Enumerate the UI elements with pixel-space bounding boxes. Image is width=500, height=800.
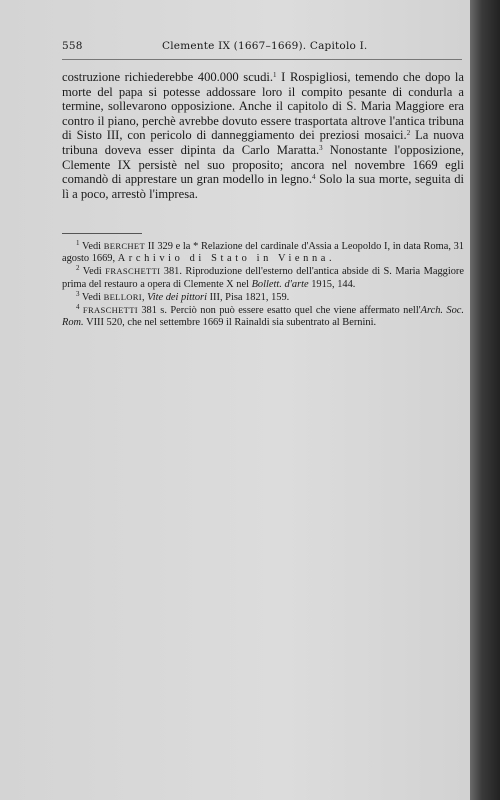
footnote-archive: Archivio di Stato in Vienna: [117, 253, 329, 265]
footnote-ref: 4: [312, 173, 316, 182]
body-text-segment: I Rospigliosi, temendo che dopo la morte del papa si potesse addossare loro il compito pesante di condurla a termine, sollevarono opposizione. Anche il capitolo di S. Maria Maggiore era contro il piano, perchè avrebbe dovuto essere trasportata altrove l'antica tribuna di Sisto III, con pericolo di danneggiamento dei preziosi mosaici.: [62, 70, 464, 143]
footnote-number: 3: [76, 289, 80, 298]
body-text-segment: costruzione richiederebbe 400.000 scudi.: [62, 70, 274, 84]
footnote-text: VIII 520, che nel settembre 1669 il Rainaldi sia subentrato al Bernini.: [83, 317, 377, 329]
page-header: [62, 40, 462, 58]
footnote-author: BERCHET: [103, 241, 146, 251]
footnote-citation: Vite dei pittori: [147, 291, 207, 303]
footnote-separator: [62, 233, 142, 234]
footnotes: [62, 240, 464, 329]
footnote-text: 1915, 144.: [308, 278, 356, 290]
footnote-text: Vedi: [79, 291, 104, 303]
footnote-text: III, Pisa 1821, 159.: [207, 291, 290, 303]
footnote-number: 1: [76, 239, 80, 247]
footnote-2: [62, 265, 464, 290]
footnote-3: [62, 291, 464, 304]
body-text-segment: La nuova tribuna doveva esser dipinta da Carlo Maratta.: [62, 128, 465, 157]
footnote-text: II 329 e la * Relazione del cardinale d'Assia a Leopoldo I, in data Roma, 31 agosto 1669,: [62, 241, 465, 265]
footnote-citation: Arch. Soc. Rom.: [62, 305, 464, 329]
page-number: 558: [62, 40, 83, 52]
footnote-ref: 2: [406, 129, 411, 138]
footnote-number: 2: [76, 264, 80, 273]
footnote-text: 381. Riproduzione dell'esterno dell'antica abside di S. Maria Maggiore prima del restauro a opera di Clemente X nel: [62, 266, 465, 290]
footnote-ref: 1: [273, 71, 277, 79]
footnote-text: Vedi: [79, 241, 104, 252]
footnote-4: [62, 304, 464, 329]
footnote-text: 381 s. Perciò non può essere esatto quel che viene affermato nell': [137, 305, 421, 317]
footnote-ref: 3: [319, 143, 323, 152]
footnote-number: 4: [76, 303, 80, 312]
body-paragraph: [62, 70, 464, 201]
book-spine-shadow: [470, 0, 500, 800]
footnote-1: [62, 240, 464, 265]
footnote-citation: Bollett. d'arte: [251, 278, 309, 290]
footnote-text: Vedi: [79, 266, 106, 278]
footnote-text: ,: [141, 291, 148, 303]
footnote-author: FRASCHETTI: [105, 266, 161, 277]
header-rule: [62, 59, 462, 60]
body-text-segment: Solo la sua morte, seguita di lì a poco, arrestò l'impresa.: [62, 172, 464, 201]
footnote-author: FRASCHETTI: [82, 305, 138, 316]
body-text-segment: Nonostante l'opposizione, Clemente IX persistè nel suo proposito; ancora nel novembre 1669 egli comandò di apprestare un gran modello in legno.: [62, 142, 464, 187]
footnote-text: .: [328, 253, 332, 265]
running-title: Clemente IX (1667–1669). Capitolo I.: [162, 40, 368, 52]
footnote-author: BELLORI: [103, 291, 142, 302]
